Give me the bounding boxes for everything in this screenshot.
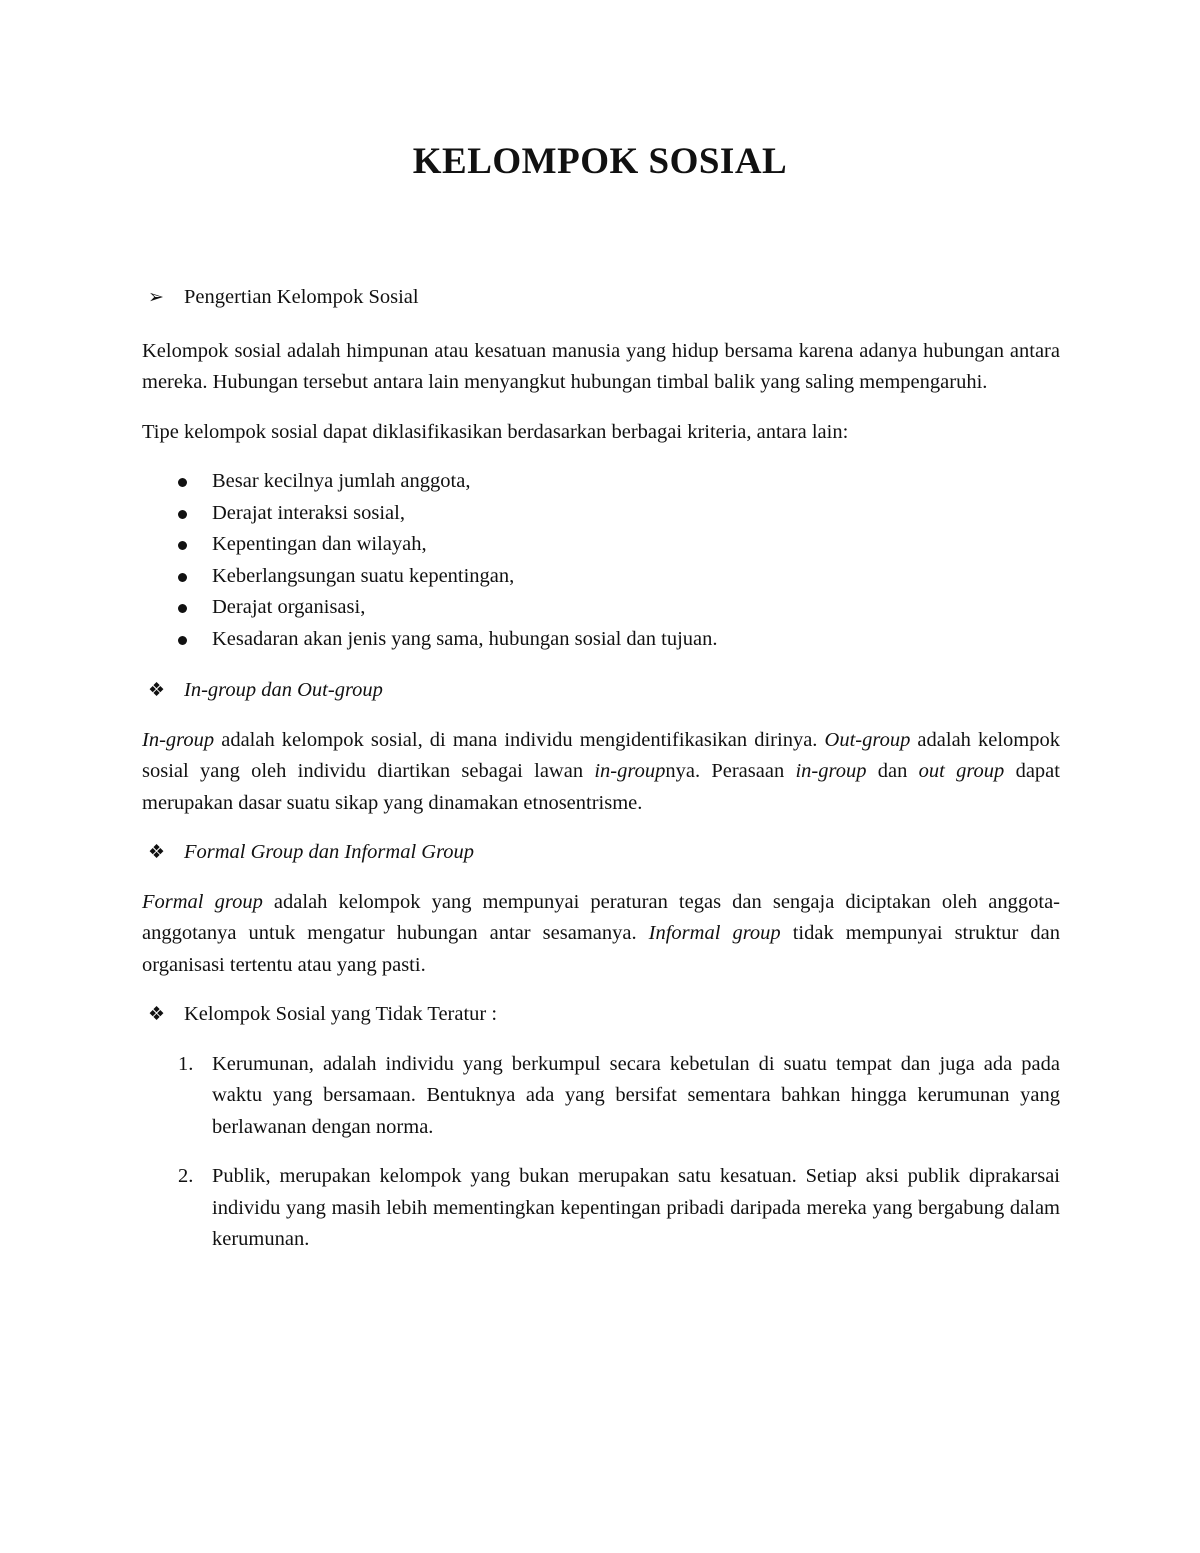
list-item: Kesadaran akan jenis yang sama, hubungan sosial dan tujuan. <box>142 624 1060 656</box>
diamond-bullet-icon: ❖ <box>148 842 166 863</box>
list-item: Keberlangsungan suatu kepentingan, <box>142 561 1060 593</box>
section-heading-tidak-teratur <box>142 999 1060 1031</box>
section-heading-in-group <box>142 675 1060 707</box>
bullet-dot-icon <box>178 604 187 613</box>
section-heading-pengertian <box>142 282 1060 314</box>
bullet-dot-icon <box>178 541 187 550</box>
list-item: Besar kecilnya jumlah anggota, <box>142 466 1060 498</box>
arrow-bullet-icon: ➢ <box>148 287 164 308</box>
list-item: Kepentingan dan wilayah, <box>142 529 1060 561</box>
page-title: KELOMPOK SOSIAL <box>412 141 788 182</box>
bullet-dot-icon <box>178 573 187 582</box>
diamond-bullet-icon: ❖ <box>148 680 166 701</box>
section-heading-text: Formal Group dan Informal Group <box>184 841 475 863</box>
paragraph-formal-group: Formal group adalah kelompok yang mempunyai peraturan tegas dan sengaja diciptakan oleh anggota-anggotanya untuk mengatur hubungan antar sesamanya. Informal group tidak mempunyai struktur dan organisasi tertentu atau yang pasti. <box>142 890 1061 976</box>
numbered-list <box>142 1049 1060 1256</box>
bullet-dot-icon <box>178 510 187 519</box>
bullet-dot-icon <box>178 636 187 645</box>
diamond-bullet-icon: ❖ <box>148 1004 166 1025</box>
paragraph-definition: Kelompok sosial adalah himpunan atau kesatuan manusia yang hidup bersama karena adanya hubungan antara mereka. Hubungan tersebut antara lain menyangkut hubungan timbal balik yang saling mempengaruhi. <box>142 339 1060 393</box>
criteria-list <box>142 466 1060 655</box>
list-item: 2. Publik, merupakan kelompok yang bukan merupakan satu kesatuan. Setiap aksi publik diprakarsai individu yang masih lebih mementingkan kepentingan pribadi daripada mereka yang bergabung dalam kerumunan. <box>178 1165 1060 1250</box>
paragraph-intro: Tipe kelompok sosial dapat diklasifikasikan berdasarkan berbagai kriteria, antara lain: <box>142 420 849 443</box>
section-heading-text: In-group dan Out-group <box>184 679 383 701</box>
paragraph-in-group: In-group adalah kelompok sosial, di mana individu mengidentifikasikan dirinya. Out-group adalah kelompok sosial yang oleh individu diartikan sebagai lawan in-groupnya. Perasaan in-group dan out group dapat merupakan dasar suatu sikap yang dinamakan etnosentrisme. <box>142 728 1061 814</box>
list-item: Derajat organisasi, <box>142 592 1060 624</box>
bullet-dot-icon <box>178 478 187 487</box>
list-item: Derajat interaksi sosial, <box>142 498 1060 530</box>
section-heading-text: Kelompok Sosial yang Tidak Teratur : <box>184 1003 498 1025</box>
section-heading-text: Pengertian Kelompok Sosial <box>184 286 419 308</box>
section-heading-formal-group <box>142 837 1060 869</box>
list-item: 1. Kerumunan, adalah individu yang berkumpul secara kebetulan di suatu tempat dan juga ada pada waktu yang bersamaan. Bentuknya ada yang bersifat sementara bahkan hingga kerumunan yang berlawanan dengan norma. <box>178 1052 1060 1138</box>
document-body <box>142 282 1060 1256</box>
